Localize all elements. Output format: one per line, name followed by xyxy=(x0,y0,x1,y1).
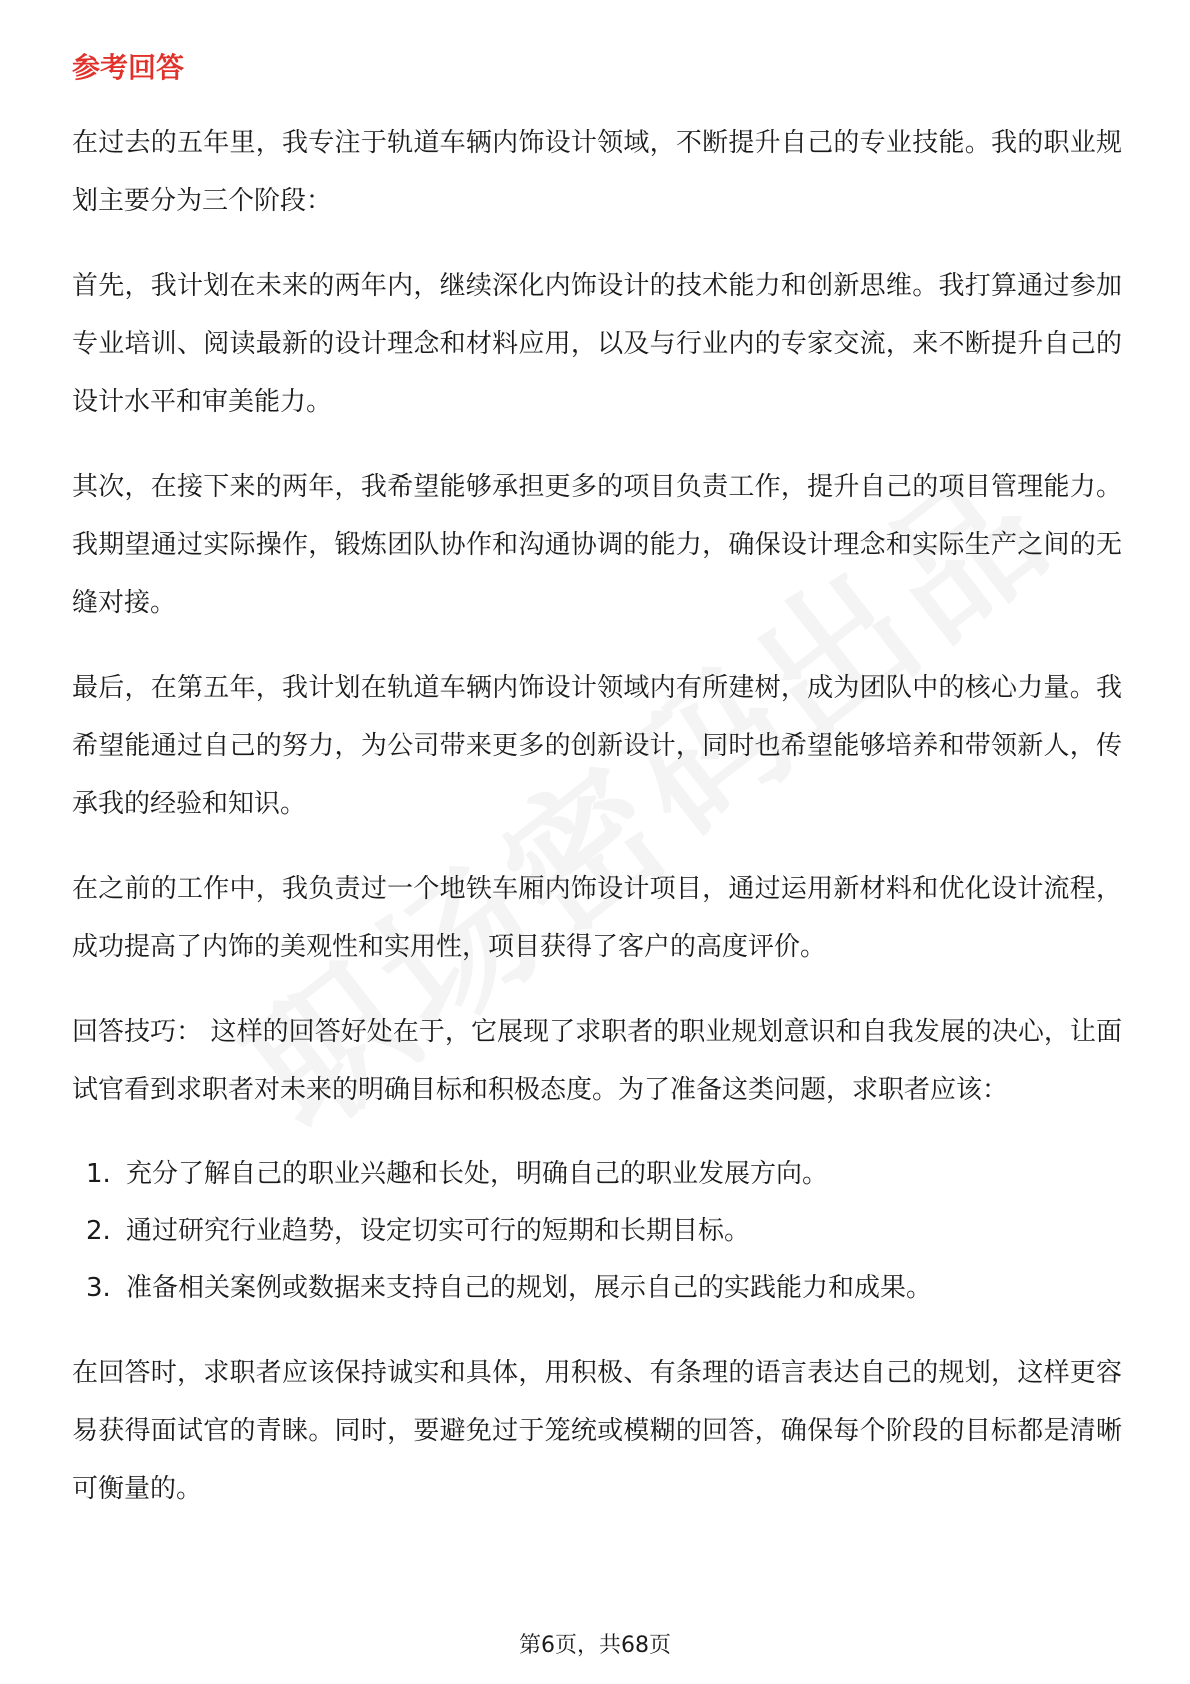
paragraph-closing: 在回答时，求职者应该保持诚实和具体，用积极、有条理的语言表达自己的规划，这样更容易获得面试官的青睐。同时，要避免过于笼统或模糊的回答，确保每个阶段的目标都是清晰可衡量的。 xyxy=(72,1358,1122,1504)
list-number: 3. xyxy=(86,1273,111,1303)
section-heading: 参考回答 xyxy=(72,51,185,84)
list-item xyxy=(72,1146,1122,1203)
paragraph-past-work: 在之前的工作中，我负责过一个地铁车厢内饰设计项目，通过运用新材料和优化设计流程，成功提高了内饰的美观性和实用性，项目获得了客户的高度评价。 xyxy=(72,874,1122,962)
document-page xyxy=(72,48,1122,1545)
list-number: 2. xyxy=(86,1216,111,1246)
list-text: 通过研究行业趋势，设定切实可行的短期和长期目标。 xyxy=(126,1216,751,1246)
tips-list xyxy=(72,1146,1122,1317)
list-item xyxy=(72,1203,1122,1260)
paragraph-intro: 在过去的五年里，我专注于轨道车辆内饰设计领域，不断提升自己的专业技能。我的职业规划主要分为三个阶段： xyxy=(72,128,1122,216)
page-number: 第6页，共68页 xyxy=(519,1633,671,1658)
list-text: 充分了解自己的职业兴趣和长处，明确自己的职业发展方向。 xyxy=(126,1159,829,1189)
paragraph-second-stage: 其次，在接下来的两年，我希望能够承担更多的项目负责工作，提升自己的项目管理能力。我期望通过实际操作，锻炼团队协作和沟通协调的能力，确保设计理念和实际生产之间的无缝对接。 xyxy=(72,472,1122,618)
paragraph-third-stage: 最后，在第五年，我计划在轨道车辆内饰设计领域内有所建树，成为团队中的核心力量。我希望能通过自己的努力，为公司带来更多的创新设计，同时也希望能够培养和带领新人，传承我的经验和知识。 xyxy=(72,673,1122,819)
list-item xyxy=(72,1260,1122,1317)
list-text: 准备相关案例或数据来支持自己的规划，展示自己的实践能力和成果。 xyxy=(126,1273,933,1303)
paragraph-first-stage: 首先，我计划在未来的两年内，继续深化内饰设计的技术能力和创新思维。我打算通过参加专业培训、阅读最新的设计理念和材料应用，以及与行业内的专家交流，来不断提升自己的设计水平和审美能力。 xyxy=(72,271,1122,417)
list-number: 1. xyxy=(86,1159,111,1189)
paragraph-tips: 回答技巧： 这样的回答好处在于，它展现了求职者的职业规划意识和自我发展的决心，让面试官看到求职者对未来的明确目标和积极态度。为了准备这类问题，求职者应该： xyxy=(72,1017,1122,1105)
